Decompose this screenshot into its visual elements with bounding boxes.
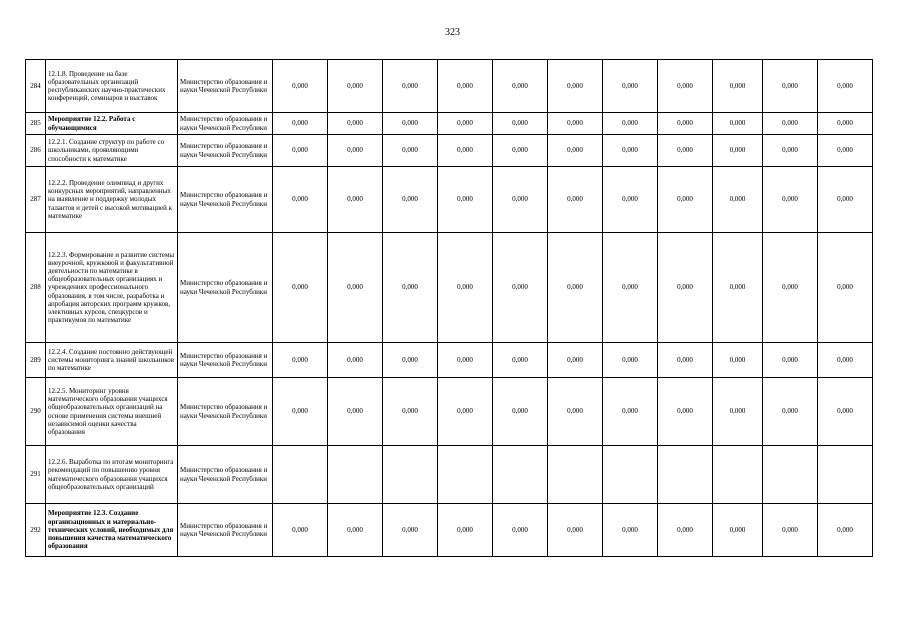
value-cell xyxy=(548,446,603,504)
value-cell: 0,000 xyxy=(493,233,548,343)
value-cell: 0,000 xyxy=(603,113,658,135)
value-cell: 0,000 xyxy=(818,233,873,343)
measure-name xyxy=(46,446,178,504)
value-cell: 0,000 xyxy=(493,504,548,557)
value-cell: 0,000 xyxy=(273,343,328,378)
value-cell xyxy=(383,446,438,504)
measure-name xyxy=(46,60,178,113)
value-cell: 0,000 xyxy=(658,504,713,557)
value-cell: 0,000 xyxy=(658,60,713,113)
value-cell: 0,000 xyxy=(713,378,763,446)
row-number: 287 xyxy=(26,167,46,233)
measure-name-text: 12.2.3. Формирование и развитие системы внеурочной, кружковой и факультативной деятельности по математике в общеобразовательных организациях и учреждениях профессионального образования, в том числе, разработка и апробация авторских программ кружков, элективных курсов, спецкурсов и практикумов по математике xyxy=(48,250,175,325)
value-cell: 0,000 xyxy=(713,113,763,135)
row-number: 292 xyxy=(26,504,46,557)
value-cell: 0,000 xyxy=(548,343,603,378)
row-number: 286 xyxy=(26,135,46,167)
value-cell: 0,000 xyxy=(328,135,383,167)
measure-name xyxy=(46,233,178,343)
value-cell: 0,000 xyxy=(763,167,818,233)
table-row xyxy=(26,233,873,343)
value-cell: 0,000 xyxy=(328,343,383,378)
value-cell: 0,000 xyxy=(493,167,548,233)
value-cell xyxy=(438,446,493,504)
value-cell: 0,000 xyxy=(658,135,713,167)
value-cell xyxy=(493,446,548,504)
value-cell: 0,000 xyxy=(713,233,763,343)
measure-name-text: 12.1.8. Проведение на базе образовательных организаций республиканских научно-практических конференций, семинаров и выставок xyxy=(48,69,166,103)
value-cell: 0,000 xyxy=(383,378,438,446)
executor-cell: Министерство образования и науки Чеченской Республики xyxy=(178,378,273,446)
value-cell: 0,000 xyxy=(548,233,603,343)
value-cell: 0,000 xyxy=(548,60,603,113)
measure-name-text: Мероприятие 12.3. Создание организационных и материально-технических условий, необходимых для повышения качества математического образования xyxy=(48,509,174,551)
value-cell: 0,000 xyxy=(383,504,438,557)
value-cell: 0,000 xyxy=(383,233,438,343)
value-cell: 0,000 xyxy=(493,135,548,167)
executor-cell: Министерство образования и науки Чеченской Республики xyxy=(178,113,273,135)
value-cell: 0,000 xyxy=(713,135,763,167)
value-cell: 0,000 xyxy=(763,60,818,113)
executor-cell: Министерство образования и науки Чеченской Республики xyxy=(178,233,273,343)
row-number: 291 xyxy=(26,446,46,504)
value-cell: 0,000 xyxy=(763,135,818,167)
value-cell: 0,000 xyxy=(273,378,328,446)
row-number: 284 xyxy=(26,60,46,113)
value-cell: 0,000 xyxy=(328,113,383,135)
value-cell: 0,000 xyxy=(763,113,818,135)
value-cell: 0,000 xyxy=(658,378,713,446)
executor-cell: Министерство образования и науки Чеченской Республики xyxy=(178,504,273,557)
value-cell: 0,000 xyxy=(603,378,658,446)
value-cell: 0,000 xyxy=(713,167,763,233)
value-cell: 0,000 xyxy=(438,504,493,557)
value-cell: 0,000 xyxy=(383,60,438,113)
table-row xyxy=(26,343,873,378)
measure-name xyxy=(46,343,178,378)
value-cell: 0,000 xyxy=(273,233,328,343)
executor-cell: Министерство образования и науки Чеченской Республики xyxy=(178,167,273,233)
measure-name-text: 12.2.6. Выработка по итогам мониторинга рекомендаций по повышению уровня математического образования учащихся общеобразовательных организаций xyxy=(48,458,174,491)
value-cell: 0,000 xyxy=(763,343,818,378)
measure-name xyxy=(46,113,178,135)
value-cell: 0,000 xyxy=(818,504,873,557)
value-cell: 0,000 xyxy=(713,504,763,557)
value-cell: 0,000 xyxy=(383,343,438,378)
value-cell: 0,000 xyxy=(273,113,328,135)
value-cell: 0,000 xyxy=(713,60,763,113)
value-cell xyxy=(763,446,818,504)
value-cell: 0,000 xyxy=(493,378,548,446)
value-cell: 0,000 xyxy=(818,60,873,113)
value-cell: 0,000 xyxy=(603,504,658,557)
executor-cell: Министерство образования и науки Чеченской Республики xyxy=(178,135,273,167)
value-cell: 0,000 xyxy=(603,167,658,233)
budget-table xyxy=(25,59,873,557)
value-cell: 0,000 xyxy=(438,343,493,378)
table-row xyxy=(26,135,873,167)
value-cell: 0,000 xyxy=(383,167,438,233)
table-row xyxy=(26,113,873,135)
measure-name-text: Мероприятие 12.2. Работа с обучающимися xyxy=(48,115,136,132)
value-cell: 0,000 xyxy=(603,233,658,343)
value-cell: 0,000 xyxy=(713,343,763,378)
value-cell xyxy=(658,446,713,504)
value-cell xyxy=(603,446,658,504)
value-cell: 0,000 xyxy=(328,60,383,113)
value-cell: 0,000 xyxy=(548,135,603,167)
value-cell: 0,000 xyxy=(273,135,328,167)
measure-name xyxy=(46,167,178,233)
measure-name-text: 12.2.1. Создание структур по работе со школьниками, проявляющими способности к математике xyxy=(48,138,165,163)
measure-name xyxy=(46,135,178,167)
measure-name-text: 12.2.5. Мониторинг уровня математического образования учащихся общеобразовательных организаций на основе применения системы внешней независимой оценки качества образования xyxy=(48,386,168,436)
value-cell: 0,000 xyxy=(658,233,713,343)
value-cell: 0,000 xyxy=(548,167,603,233)
value-cell: 0,000 xyxy=(328,167,383,233)
value-cell: 0,000 xyxy=(493,343,548,378)
measure-name-text: 12.2.4. Создание постоянно действующей системы мониторинга знаний школьников по математике xyxy=(48,347,175,373)
value-cell: 0,000 xyxy=(273,504,328,557)
value-cell: 0,000 xyxy=(818,113,873,135)
value-cell: 0,000 xyxy=(548,378,603,446)
table-body xyxy=(26,60,873,557)
value-cell xyxy=(713,446,763,504)
measure-name xyxy=(46,504,178,557)
value-cell: 0,000 xyxy=(603,135,658,167)
table-row xyxy=(26,60,873,113)
value-cell: 0,000 xyxy=(763,378,818,446)
value-cell: 0,000 xyxy=(658,343,713,378)
value-cell: 0,000 xyxy=(603,343,658,378)
row-number: 290 xyxy=(26,378,46,446)
value-cell: 0,000 xyxy=(548,504,603,557)
row-number: 285 xyxy=(26,113,46,135)
value-cell: 0,000 xyxy=(438,233,493,343)
executor-cell: Министерство образования и науки Чеченской Республики xyxy=(178,446,273,504)
value-cell xyxy=(273,446,328,504)
value-cell: 0,000 xyxy=(493,60,548,113)
value-cell: 0,000 xyxy=(383,135,438,167)
value-cell: 0,000 xyxy=(818,343,873,378)
measure-name-text: 12.2.2. Проведение олимпиад и других конкурсных мероприятий, направленных на выявление и поддержку молодых талантов и детей с высокой мотивацией к математике xyxy=(48,178,172,220)
value-cell: 0,000 xyxy=(328,504,383,557)
value-cell xyxy=(328,446,383,504)
value-cell: 0,000 xyxy=(603,60,658,113)
table-row xyxy=(26,446,873,504)
executor-cell: Министерство образования и науки Чеченской Республики xyxy=(178,60,273,113)
value-cell: 0,000 xyxy=(763,504,818,557)
value-cell: 0,000 xyxy=(273,60,328,113)
value-cell: 0,000 xyxy=(328,233,383,343)
row-number: 289 xyxy=(26,343,46,378)
value-cell: 0,000 xyxy=(383,113,438,135)
table-row xyxy=(26,504,873,557)
value-cell: 0,000 xyxy=(438,135,493,167)
measure-name xyxy=(46,378,178,446)
value-cell: 0,000 xyxy=(438,113,493,135)
value-cell: 0,000 xyxy=(273,167,328,233)
value-cell: 0,000 xyxy=(818,378,873,446)
row-number: 288 xyxy=(26,233,46,343)
value-cell: 0,000 xyxy=(658,167,713,233)
table-row xyxy=(26,167,873,233)
value-cell: 0,000 xyxy=(548,113,603,135)
page-number: 323 xyxy=(445,27,460,38)
value-cell: 0,000 xyxy=(818,167,873,233)
value-cell: 0,000 xyxy=(328,378,383,446)
table-row xyxy=(26,378,873,446)
value-cell: 0,000 xyxy=(438,378,493,446)
value-cell: 0,000 xyxy=(763,233,818,343)
value-cell xyxy=(818,446,873,504)
value-cell: 0,000 xyxy=(493,113,548,135)
value-cell: 0,000 xyxy=(438,167,493,233)
value-cell: 0,000 xyxy=(658,113,713,135)
executor-cell: Министерство образования и науки Чеченской Республики xyxy=(178,343,273,378)
value-cell: 0,000 xyxy=(438,60,493,113)
value-cell: 0,000 xyxy=(818,135,873,167)
